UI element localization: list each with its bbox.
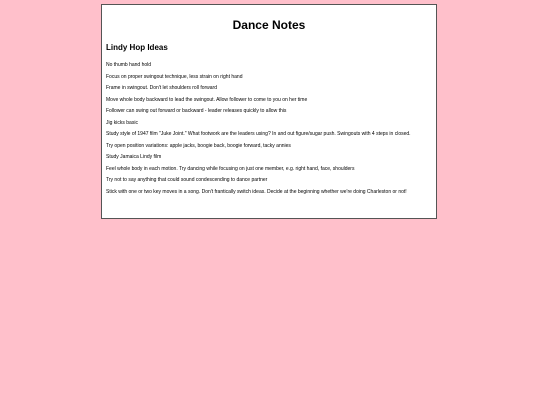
section-title: Lindy Hop Ideas (106, 43, 168, 52)
notes-card (101, 4, 437, 219)
note-item: Stick with one or two key moves in a song. Don't frantically switch ideas. Decide at the beginning whether we're doing Charleston or not! (106, 188, 407, 195)
note-item: Study style of 1947 film "Juke Joint." What footwork are the leaders using? In and out figure/sugar push. Swingouts with 4 steps in closed. (106, 131, 411, 137)
note-item: Jig kicks basic (106, 119, 138, 126)
note-item: Follower can swing out forward or backward - leader releases quickly to allow this (106, 108, 287, 114)
note-item: Frame in swingout. Don't let shoulders roll forward (106, 85, 218, 91)
page-title: Dance Notes (232, 18, 306, 32)
note-item: Try open position variations: apple jacks, boogie back, boogie forward, tacky annies (106, 142, 291, 149)
note-item: Try not to say anything that could sound condescending to dance partner (106, 177, 268, 183)
note-item: Feel whole body in each motion. Try dancing while focusing on just one member, e.g. right hand, face, shoulders (106, 165, 355, 172)
note-item: Focus on proper swingout technique, less strain on right hand (106, 73, 243, 80)
note-item: Move whole body backward to lead the swingout. Allow follower to come to you on her time (106, 96, 308, 103)
notes-list (106, 62, 432, 195)
note-item: Study Jamaica Lindy film (106, 154, 162, 160)
note-item: No thumb hand hold (106, 62, 152, 68)
